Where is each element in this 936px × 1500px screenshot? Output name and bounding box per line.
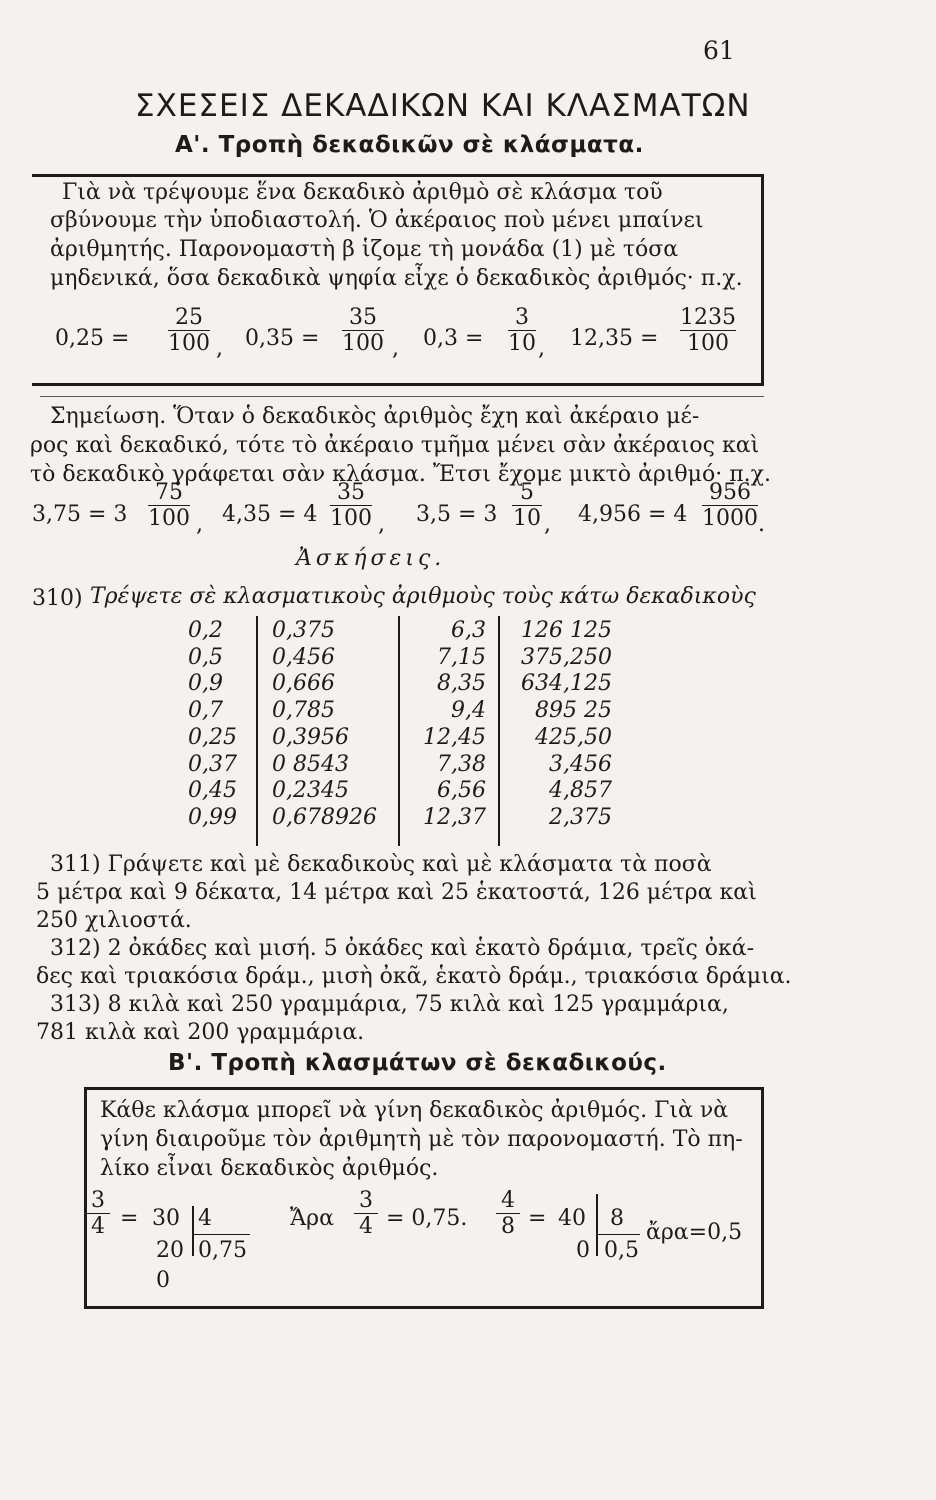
remainder: 20 [156,1238,184,1263]
mixed-lhs: 3,75 = 3 [32,502,128,527]
fraction: 3 10 [508,305,536,357]
note-line: ρος καὶ δεκαδικό, τότε τὸ ἀκέραιο τμῆμα μένει σὰν ἀκέραιος καὶ [30,433,760,458]
quotient: 0,75 [198,1238,247,1263]
example-lhs: 0,3 = [423,326,484,351]
exercise-label: 310) [32,586,83,611]
divisor: 8 [610,1206,624,1231]
equals: = [528,1206,547,1231]
fraction: 956 1000 [702,480,758,532]
example-lhs: 0,35 = [245,326,320,351]
number-column: 0,2 0,5 0,9 0,7 0,25 0,37 0,45 0,99 [188,618,237,830]
remainder: 0 [576,1238,590,1263]
column-divider [498,616,500,846]
rule-line: γίνη διαιροῦμε τὸν ἀριθμητὴ μὲ τὸν παρονομαστή. Τὸ πη- [100,1127,743,1152]
rule-line: ἀριθμητής. Παρονομαστὴ β ἱζομε τὴ μονάδα (1) μὲ τόσα [50,237,679,262]
division-rule [194,1234,250,1235]
divider [40,396,764,397]
rule-line: Γιὰ νὰ τρέψουμε ἕνα δεκαδικὸ ἀριθμὸ σὲ κλάσμα τοῦ [62,180,663,205]
separator: , [196,512,203,537]
number-column: 6,3 7,15 8,35 9,4 12,45 7,38 6,56 12,37 [423,618,486,830]
division-bar [596,1194,598,1256]
chapter-title: ΣΧΕΣΕΙΣ ΔΕΚΑΔΙΚΩΝ ΚΑΙ ΚΛΑΣΜΑΤΩΝ [135,88,751,124]
division-rule [598,1234,640,1235]
ara-result: ἄρα=0,5 [646,1220,743,1245]
equals: = [120,1206,139,1231]
number-column: 126 125 375,250 634,125 895 25 425,50 3,456 4,857 2,375 [521,618,612,830]
example-lhs: 12,35 = [570,326,659,351]
rule-line: μηδενικά, ὅσα δεκαδικὰ ψηφία εἶχε ὁ δεκαδικὸς ἀριθμός· π.χ. [50,266,743,291]
division-bar [192,1206,194,1256]
fraction: 3 4 [86,1188,110,1240]
rule-line: λίκο εἶναι δεκαδικὸς ἀριθμός. [100,1156,439,1181]
example-lhs: 0,25 = [55,326,130,351]
separator: , [392,336,399,361]
separator: , [378,512,385,537]
exercise-line: 312) 2 ὀκάδες καὶ μισή. 5 ὀκάδες καὶ ἑκατὸ δράμια, τρεῖς ὀκά- [50,936,755,961]
exercise-line: 313) 8 κιλὰ καὶ 250 γραμμάρια, 75 κιλὰ καὶ 125 γραμμάρια, [50,992,729,1017]
column-divider [256,616,258,846]
rule-line: Κάθε κλάσμα μπορεῖ νὰ γίνη δεκαδικὸς ἀριθμός. Γιὰ νὰ [100,1098,729,1123]
separator: , [538,336,545,361]
exercise-line: δες καὶ τριακόσια δράμ., μισὴ ὀκᾶ, ἑκατὸ δράμ., τριακόσια δράμια. [36,964,792,989]
divisor: 4 [198,1206,212,1231]
exercise-text: Τρέψετε σὲ κλασματικοὺς ἀριθμοὺς τοὺς κάτω δεκαδικοὺς [90,584,756,609]
section-a-heading: Α'. Τροπὴ δεκαδικῶν σὲ κλάσματα. [175,132,644,158]
exercise-line: 781 κιλὰ καὶ 200 γραμμάρια. [36,1020,365,1045]
mixed-lhs: 4,956 = 4 [578,502,688,527]
exercise-line: 5 μέτρα καὶ 9 δέκατα, 14 μέτρα καὶ 25 ἑκατοστά, 126 μέτρα καὶ [36,880,757,905]
exercise-line: 250 χιλιοστά. [36,908,192,933]
fraction: 75 100 [148,480,190,532]
dividend: 30 [152,1206,180,1231]
fraction: 35 100 [330,480,372,532]
dividend: 40 [558,1206,586,1231]
fraction: 5 10 [513,480,541,532]
note-line: Σημείωση. Ὅταν ὁ δεκαδικὸς ἀριθμὸς ἔχη καὶ ἀκέραιο μέ- [50,404,700,429]
rule-line: σβύνουμε τὴν ὑποδιαστολή. Ὁ ἀκέραιος ποὺ μένει μπαίνει [50,208,704,233]
ara-text: Ἄρα [290,1206,334,1231]
section-b-heading: Β'. Τροπὴ κλασμάτων σὲ δεκαδικούς. [168,1050,667,1076]
quotient: 0,5 [604,1238,639,1263]
fraction: 25 100 [168,305,210,357]
separator: , [216,336,223,361]
page-number: 61 [703,36,735,65]
result: = 0,75. [386,1206,468,1231]
separator: . [758,512,765,537]
fraction: 35 100 [342,305,384,357]
number-column: 0,375 0,456 0,666 0,785 0,3956 0 8543 0,2345 0,678926 [272,618,377,830]
separator: , [544,512,551,537]
remainder: 0 [156,1268,170,1293]
mixed-lhs: 4,35 = 4 [222,502,318,527]
mixed-lhs: 3,5 = 3 [416,502,498,527]
fraction: 1235 100 [680,305,736,357]
fraction: 4 8 [496,1188,520,1240]
note-line: τὸ δεκαδικὸ γράφεται σὰν κλάσμα. Ἔτσι ἔχομε μικτὸ ἀριθμό· π.χ. [30,462,771,487]
exercises-heading: Ἀσκήσεις. [296,546,446,571]
fraction: 3 4 [354,1188,378,1240]
exercise-line: 311) Γράψετε καὶ μὲ δεκαδικοὺς καὶ μὲ κλάσματα τὰ ποσὰ [50,852,712,877]
column-divider [398,616,400,846]
